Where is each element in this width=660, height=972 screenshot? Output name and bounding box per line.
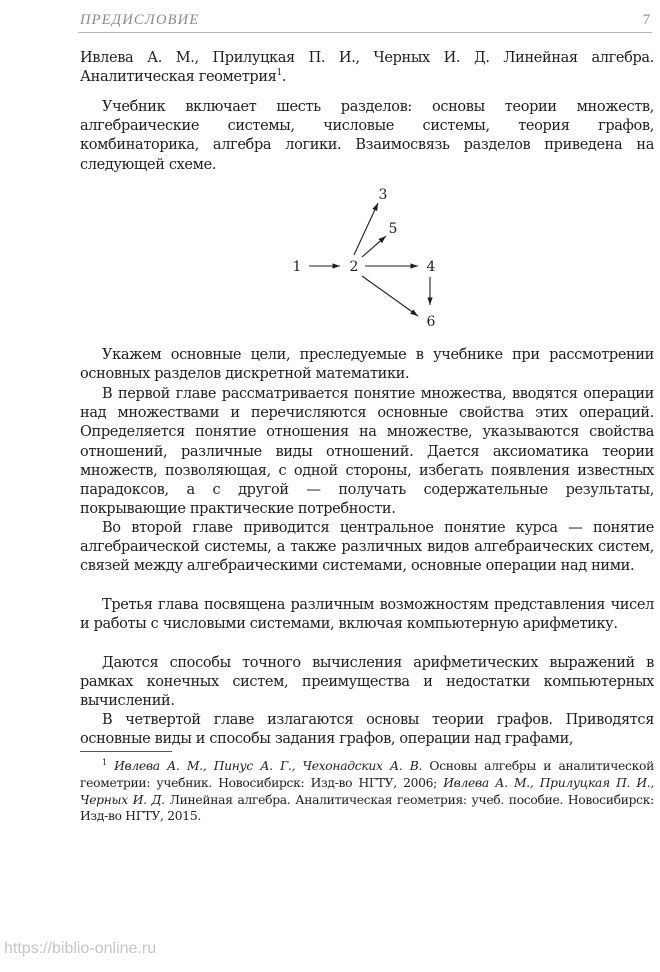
node-1: 1 xyxy=(292,259,302,275)
edge-2-5 xyxy=(362,236,386,257)
edge-2-3 xyxy=(354,203,378,255)
footnote-text-1: Основы алгебры и аналитической геометрии: учебник. Новосибирск: Изд-во НГТУ, 2006; xyxy=(80,759,654,790)
reference-end: . xyxy=(281,69,287,86)
paragraph-chapter-1: В первой главе рассматривается понятие множества, вводятся операции над множествами и перечисляются основные свойства этих операций. Определяется понятие отношения на множестве, указываются свойства отношений, различные виды отношений. Дается аксиоматика теории множеств, позволяющая, с одной стороны, избегать появления известных парадоксов, а с другой — получать содержательные результаты, покрывающие практические потребности. xyxy=(80,386,654,518)
paragraph-chapter-2: Во второй главе приводится центральное понятие курса — понятие алгебраической системы, а также различных видов алгебраических систем, связей между алгебраическими системами, основные операции над ними. xyxy=(80,520,654,575)
node-4: 4 xyxy=(426,259,436,275)
node-2: 2 xyxy=(349,259,359,275)
paragraph-chapter-3-computation: Даются способы точного вычисления арифметических выражений в рамках конечных систем, преимущества и недостатки компьютерных вычислений. xyxy=(80,655,654,710)
footnote-authors-1: Ивлева А. М., Пинус А. Г., Чехонадских А. В. xyxy=(114,759,423,773)
page-number: 7 xyxy=(642,12,650,28)
sections-diagram xyxy=(0,0,660,350)
footnote-text-2: Линейная алгебра. Аналитическая геометрия: учеб. пособие. Новосибирск: Изд-во НГТУ, 2015. xyxy=(80,792,654,824)
footnote xyxy=(80,758,654,825)
paragraph-chapter-3: Третья глава посвящена различным возможностям представления чисел и работы с числовыми системами, включая компьютерную арифметику. xyxy=(80,597,654,633)
paragraph-sections-overview: Учебник включает шесть разделов: основы теории множеств, алгебраические системы, числовые системы, теория графов, комбинаторика, алгебра логики. Взаимосвязь разделов приведена на следующей схеме. xyxy=(80,99,654,173)
footnote-reference[interactable]: 1 xyxy=(276,68,282,79)
node-5: 5 xyxy=(388,221,398,237)
node-6: 6 xyxy=(426,314,436,330)
watermark: https://biblio-online.ru xyxy=(4,940,157,957)
footnote-marker: 1 xyxy=(102,758,107,767)
running-title: ПРЕДИСЛОВИЕ xyxy=(80,12,200,28)
edge-2-6 xyxy=(362,276,418,316)
reference-text: Ивлева А. М., Прилуцкая П. И., Черных И. Д. Линейная алгебра. Аналитическая геометрия xyxy=(80,50,654,86)
footnote-authors-2: Ивлева А. М., Прилуцкая П. И., Черных И. Д. xyxy=(80,775,654,807)
paragraph-chapter-4: В четвертой главе излагаются основы теории графов. Приводятся основные виды и способы задания графов, операции над графами, xyxy=(80,712,654,748)
node-3: 3 xyxy=(378,187,388,203)
footnote-divider xyxy=(80,751,172,752)
paragraph-goals: Укажем основные цели, преследуемые в учебнике при рассмотрении основных разделов дискретной математики. xyxy=(80,347,654,383)
